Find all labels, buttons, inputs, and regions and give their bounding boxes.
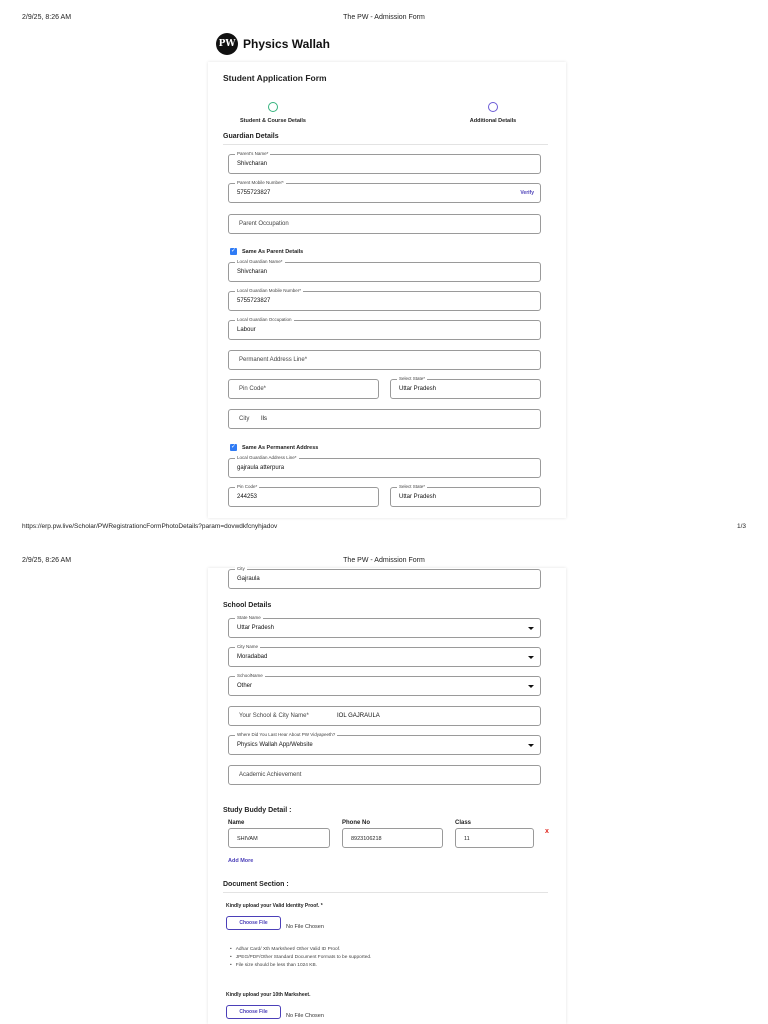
field-label: Local Guardian Occupation [237,317,292,322]
marksheet-choose-file-button[interactable]: Choose File [226,1005,281,1019]
marksheet-label: Kindly upload your 10th Marksheet. [226,992,311,998]
document-notes [230,946,371,970]
remove-buddy-button[interactable]: x [545,828,549,835]
buddy-class-field[interactable] [455,828,534,848]
step-complete-icon [268,102,278,112]
local-address-field[interactable] [228,455,541,478]
field-value: Shivcharan [237,269,268,275]
id-proof-label: Kindly upload your Valid Identity Proof. * [226,903,323,909]
step-current-icon [488,102,498,112]
field-value: gajraula atterpura [237,465,285,471]
field-value: 5755723827 [237,298,271,304]
list-item: • Adhar Card/ Xth Marksheet/ Other Valid ID Proof. [230,946,371,954]
pw-logo-icon: PW [216,33,238,55]
field-value: Uttar Pradesh [399,386,437,392]
print-page-title: The PW - Admission Form [343,557,425,564]
parent-name-field[interactable] [228,151,541,174]
field-placeholder: Permanent Address Line* [239,357,308,363]
school-name-select[interactable] [228,673,541,696]
chevron-down-icon [528,656,534,659]
same-as-parent-checkbox[interactable] [230,248,303,255]
field-label: City Name [237,644,259,649]
field-value: 5755723827 [237,190,271,196]
permanent-address-field[interactable] [228,350,541,370]
field-value: Ils [261,416,267,422]
brand-name: Physics Wallah [243,37,330,51]
print-datetime: 2/9/25, 8:26 AM [22,14,72,21]
field-label: Local Guardian Mobile Number* [237,288,302,293]
field-placeholder: Pin Code* [239,386,267,392]
field-value: 244253 [237,494,258,500]
field-label: SchoolName [237,673,263,678]
field-value: 11 [464,836,470,842]
field-label: Select State* [399,484,426,489]
field-placeholder: City [239,416,250,422]
guardian-section-title: Guardian Details [223,133,279,140]
same-as-permanent-checkbox[interactable] [230,444,318,451]
divider [223,892,548,893]
form-title: Student Application Form [223,73,327,83]
brand-logo[interactable] [216,33,330,55]
local-guardian-name-field[interactable] [228,259,541,282]
field-value: Uttar Pradesh [237,625,275,631]
school-section-title: School Details [223,602,272,609]
school-city-select[interactable] [228,644,541,667]
field-placeholder: Academic Achievement [239,772,302,778]
divider [223,144,548,145]
field-value: Labour [237,327,256,333]
field-label: Parent Mobile Number* [237,180,284,185]
verify-button[interactable]: Verify [520,190,534,196]
list-item: • File size should be less than 1024 KB. [230,962,371,970]
print-page-title: The PW - Admission Form [343,14,425,21]
field-label: City [237,566,245,571]
academic-achievement-field[interactable] [228,765,541,785]
chevron-down-icon [528,744,534,747]
local-city-field[interactable] [228,566,541,589]
add-more-button[interactable]: Add More [228,858,254,864]
school-state-select[interactable] [228,615,541,638]
print-page-number: 1/3 [736,523,746,530]
local-state-select[interactable] [390,484,541,507]
field-value: Other [237,683,253,689]
field-placeholder: Parent Occupation [239,221,289,227]
print-datetime: 2/9/25, 8:26 AM [22,557,72,564]
field-value: IOL GAJRAULA [337,713,380,719]
step-student-course[interactable] [238,102,308,124]
field-value: Uttar Pradesh [399,494,437,500]
buddy-section-title: Study Buddy Detail : [223,807,292,814]
step-label: Additional Details [469,118,517,124]
checkbox-checked-icon: ✓ [230,248,237,254]
pin-code-field[interactable] [228,379,379,399]
field-label: Local Guardian Name* [237,259,283,264]
print-url: https://erp.pw.live/Scholar/PWRegistrationcFormPhotoDetails?param=dovwdkfcnyhjadov [22,523,278,530]
form-card-page1 [208,62,566,518]
local-pin-code-field[interactable] [228,484,379,507]
checkbox-label: Same As Permanent Address [242,444,319,451]
buddy-header-phone: Phone No [342,820,370,826]
field-label: Local Guardian Address Line* [237,455,297,460]
buddy-header-class: Class [455,820,472,826]
heard-about-select[interactable] [228,732,541,755]
field-label: Where Did You Last Hear About PW Vidyapeeth? [237,732,336,737]
parent-mobile-field[interactable] [228,180,541,203]
field-value: Physics Wallah App/Website [237,742,313,748]
field-label: Pin Code* [237,484,258,489]
buddy-name-field[interactable] [228,828,330,848]
local-guardian-occupation-field[interactable] [228,317,541,340]
field-value: Moradabad [237,654,268,660]
document-section-title: Document Section : [223,881,289,888]
checkbox-label: Same As Parent Details [242,248,304,255]
step-label: Student & Course Details [239,118,306,124]
field-label: Select State* [399,376,426,381]
form-stepper [223,102,553,132]
marksheet-no-file: No File Chosen [286,1013,324,1019]
chevron-down-icon [528,685,534,688]
checkbox-checked-icon: ✓ [230,444,237,450]
buddy-header-name: Name [228,820,245,826]
field-value: 8923106218 [351,836,382,842]
field-value: Gajraula [237,576,260,582]
school-city-name-field[interactable] [228,706,541,726]
field-value: SHIVAM [237,836,258,842]
id-proof-no-file: No File Chosen [286,924,324,930]
form-card-page2 [208,568,566,1024]
state-select[interactable] [390,376,541,399]
step-additional[interactable] [463,102,523,124]
id-proof-choose-file-button[interactable]: Choose File [226,916,281,930]
buddy-phone-field[interactable] [342,828,443,848]
field-label: State Name [237,615,261,620]
field-placeholder: Your School & City Name* [239,713,309,719]
local-guardian-mobile-field[interactable] [228,288,541,311]
field-value: Shivcharan [237,161,268,167]
list-item: • JPEG/PDF/Other Standard Document Formats to be supported. [230,954,371,962]
city-field[interactable] [228,409,541,429]
chevron-down-icon [528,627,534,630]
parent-occupation-field[interactable] [228,214,541,234]
field-label: Parent's Name* [237,151,269,156]
